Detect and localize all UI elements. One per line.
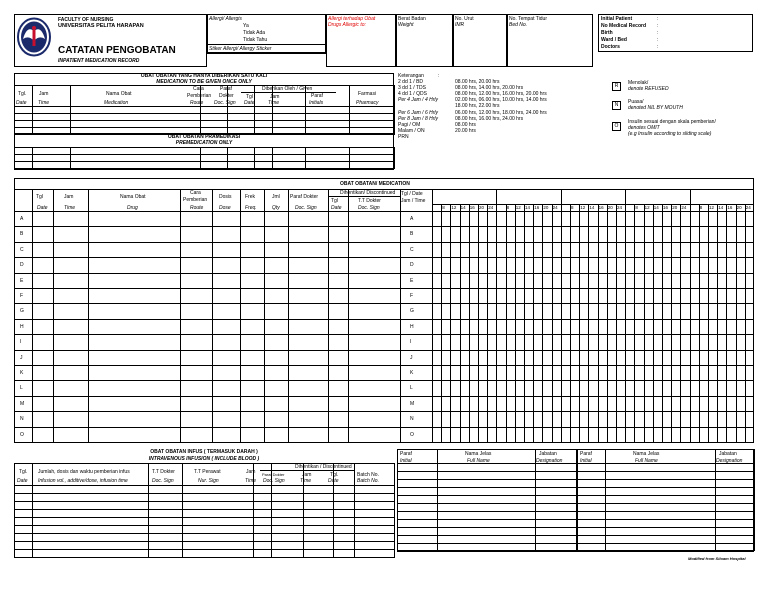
once-only-title-en: MEDICATION TO BE GIVEN ONCE ONLY — [156, 79, 252, 85]
med-row-letter: J — [20, 354, 23, 361]
hour-label: 20 — [479, 205, 485, 210]
once-jam2: Jam — [270, 94, 280, 100]
legend-times: 20.00 hrs — [455, 127, 476, 134]
sig-header-jabatan: Jabatan — [539, 451, 557, 457]
legend-o-box: O — [612, 122, 621, 131]
doctors-colon: : — [657, 44, 659, 50]
meds-header-doc-sign: Doc. Sign — [295, 205, 317, 211]
sig-header-designation: Designation — [716, 458, 743, 464]
meds-header-cara: Cara — [190, 190, 201, 196]
sig-header-nama-jelas: Nama Jelas — [633, 451, 660, 457]
med-row-letter: F — [20, 293, 24, 299]
meds-header-frek: Frek — [245, 194, 255, 200]
legend-times: 18.00 hrs, 22.00 hrs — [455, 103, 500, 110]
hour-label: 8 — [506, 205, 510, 210]
meds-jam-time: Jam / Time — [401, 198, 426, 204]
sig-header-full-name: Full Name — [467, 458, 490, 464]
hour-label: 14 — [653, 205, 659, 210]
meds-header-dosis: Dosis — [219, 194, 232, 200]
sig-header-initial: Initial — [580, 458, 592, 464]
infus-tgl: Tgl. — [19, 469, 28, 475]
once-time2: Time — [268, 100, 280, 106]
meds-header-time: Time — [64, 205, 76, 211]
infus-jam2: Jam — [302, 472, 312, 478]
hour-label: 12 — [644, 205, 650, 210]
once-dokter: Dokter — [219, 93, 234, 99]
med-row-letter-right: J — [410, 354, 413, 361]
birth-label: Birth — [601, 30, 613, 36]
meds-header-qty: Qty — [272, 205, 280, 211]
infus-doc-sign2: Doc. Sign — [263, 478, 285, 484]
meds-header-drug: Drug — [127, 205, 138, 211]
order-no-label: No. Urut — [455, 16, 474, 22]
hour-label: 20 — [672, 205, 678, 210]
med-row-letter: O — [20, 431, 24, 438]
meds-header-tt-dokter: T.T Dokter — [358, 198, 381, 204]
meds-header-pemberian: Pemberian — [183, 197, 208, 203]
hour-label: 14 — [589, 205, 595, 210]
legend-code: Per 4 Jam / 4 Hrly — [398, 97, 439, 104]
once-farmasi: Farmasi — [358, 91, 377, 97]
infus-tt-dokter: T.T Dokter — [152, 469, 175, 475]
infus-date2: Date — [328, 478, 339, 484]
university-logo-icon — [17, 17, 51, 57]
hour-label: 12 — [515, 205, 521, 210]
med-row-letter: C — [20, 246, 24, 253]
legend-times: 08.00 hrs, 20.00 hrs — [455, 79, 500, 85]
legend-times: 08.00 hrs — [455, 121, 476, 128]
once-tgl2: Tgl — [246, 94, 253, 100]
infus-time2: Time — [300, 478, 312, 484]
initial-patient-colon: : — [657, 16, 659, 22]
sig-header-initial: Initial — [400, 458, 412, 464]
infus-title-en: INTRAVENOUS INFUSION ( INCLUDE BLOOD ) — [148, 456, 260, 462]
med-row-letter-right: H — [410, 323, 414, 330]
university-name: UNIVERSITAS PELITA HARAPAN — [58, 23, 144, 29]
legend-times: 08.00 hrs, 14.00 hrs, 20.00 hrs — [455, 85, 524, 92]
legend-code: Pagi / OM — [398, 121, 421, 128]
meds-title: OBAT OBATAN/ MEDICATION — [340, 181, 410, 187]
hour-label: 8 — [571, 205, 574, 210]
legend-code: 2 dd 1 / BD — [398, 79, 424, 85]
once-tgl: Tgl. — [18, 91, 27, 97]
meds-header-dose: Dose — [219, 205, 231, 211]
med-row-letter: G — [20, 308, 24, 315]
imr-label: IMR — [455, 22, 465, 28]
med-row-letter-right: D — [410, 262, 414, 269]
premed-title-en: PREMEDICATION ONLY — [175, 140, 233, 146]
once-date: Date — [16, 100, 27, 106]
hour-label: 12 — [451, 205, 457, 210]
drug-allergy-label-id: Allergi terhadap Obat — [328, 16, 376, 22]
infus-title-id: OBAT OBATAN INFUS ( TERMASUK DARAH ) — [150, 449, 258, 455]
allergy-tidak-tahu: Tidak Tahu — [243, 37, 268, 43]
bed-no-label-en: Bed No. — [509, 22, 528, 28]
hour-label: 24 — [681, 205, 687, 210]
med-row-letter: H — [20, 323, 24, 330]
med-row-letter-right: O — [410, 431, 414, 438]
med-row-letter: L — [20, 385, 23, 392]
ward-bed-label: Ward / Bed — [601, 37, 627, 43]
infus-jumlah: Jumlah, dosis dan waktu pemberian infus — [38, 469, 130, 475]
once-route: Route — [190, 100, 204, 106]
form-title: CATATAN PENGOBATAN — [58, 45, 176, 56]
birth-colon: : — [657, 30, 659, 36]
sig-header-paraf: Paraf — [400, 451, 412, 457]
footer-note: Modified from Siloam Hospital — [688, 556, 746, 561]
med-row-letter: A — [20, 216, 24, 222]
sig-header-paraf: Paraf — [580, 451, 592, 457]
legend-o-id: Insulin sesuai dengan skala pemberian/ — [628, 119, 716, 125]
hour-label: 24 — [745, 205, 751, 210]
initial-patient-label: Initial Patient — [601, 16, 633, 22]
infus-tgl2: Tgl. — [330, 472, 339, 478]
hour-label: 14 — [718, 205, 724, 210]
meds-header-jml: Jml — [272, 194, 280, 200]
legend-times: 06.00 hrs, 12.00 hrs, 18.00 hrs, 24.00 hrs — [455, 109, 547, 116]
infus-tt-perawat: T.T Perawat — [194, 469, 221, 475]
infus-batch-en: Batch No. — [357, 478, 379, 484]
medical-record-colon: : — [657, 23, 659, 29]
legend-code: 3 dd 1 / TDS — [398, 85, 426, 92]
infus-jumlah-en: Infusion vol., additive/dose, infusion time — [38, 478, 128, 484]
hour-label: 24 — [552, 205, 558, 210]
med-row-letter-right: I — [410, 339, 412, 346]
hour-label: 12 — [709, 205, 715, 210]
drug-allergy-label-en: Drugs Allergic to: — [328, 22, 366, 28]
hour-label: 24 — [617, 205, 623, 210]
hour-label: 8 — [442, 205, 445, 210]
med-row-letter-right: F — [410, 293, 414, 299]
legend-times: 08.00 hrs, 12.00 hrs, 16.00 hrs, 20.00 hrs — [455, 91, 547, 98]
infus-batch: Batch No. — [357, 472, 379, 478]
faculty-name: FACULTY OF NURSING — [58, 17, 114, 23]
ward-bed-colon: : — [657, 37, 659, 43]
meds-header-paraf-dokter: Paraf Dokter — [290, 194, 319, 200]
once-pemberian: Pemberian — [187, 93, 212, 99]
premed-title-id: OBAT OBATAN PRAMEDIKASI — [167, 134, 241, 140]
legend-n-box: N — [612, 101, 621, 110]
med-row-letter-right: N — [410, 416, 414, 423]
legend-times: 02.00 hrs, 06.00 hrs, 10.00 hrs, 14.00 hrs — [455, 97, 547, 104]
med-row-letter-right: B — [410, 231, 414, 238]
med-row-letter-right: L — [410, 385, 413, 392]
med-row-letter: N — [20, 416, 24, 423]
meds-header-dihentikan: Dihentikan/ Discontinued — [340, 190, 396, 196]
hour-label: 16 — [727, 205, 733, 210]
legend-o-en1: denotes OMIT — [628, 125, 660, 131]
premed-table — [14, 147, 395, 169]
once-paraf2: Paraf — [311, 93, 323, 99]
meds-header-doc-sign2: Doc. Sign — [358, 205, 380, 211]
infus-time: Time — [245, 478, 257, 484]
hour-label: 16 — [598, 205, 604, 210]
sig-header-designation: Designation — [536, 458, 563, 464]
meds-header-date2: Date — [331, 205, 342, 211]
hour-label: 8 — [635, 205, 638, 210]
hour-label: 20 — [543, 205, 549, 210]
weight-label-en: Weight — [398, 22, 414, 28]
allergy-ya: Ya — [243, 23, 249, 29]
legend-code: 4 dd 1 / QDS — [398, 91, 427, 98]
sig-header-full-name: Full Name — [635, 458, 658, 464]
legend-code: Per 6 Jam / 6 Hrly — [398, 109, 439, 116]
once-initials: Initials — [309, 100, 324, 106]
infus-nur-sign: Nur. Sign — [198, 478, 219, 484]
infus-jam: Jam — [246, 469, 256, 475]
meds-tgl-date: Tgl / Date — [401, 191, 423, 197]
legend-code: PRN — [398, 133, 409, 140]
bed-no-label-id: No. Tempat Tidur — [509, 16, 547, 22]
med-row-letter-right: M — [410, 400, 415, 407]
legend-keterangan: Keterangan — [398, 73, 424, 79]
once-only-title-id: OBAT OBATAN YANG HANYA DIBERIKAN SATU KALI — [140, 73, 268, 79]
once-cara: Cara — [193, 86, 204, 92]
med-row-letter-right: K — [410, 370, 414, 376]
legend-r-id: Menolak/ — [628, 80, 649, 86]
once-doc-sign: Doc. Sign — [214, 100, 236, 106]
med-row-letter: K — [20, 370, 24, 376]
med-row-letter-right: E — [410, 277, 414, 284]
meds-header-route: Route — [190, 205, 204, 211]
hour-label: 14 — [460, 205, 466, 210]
med-row-letter-right: A — [410, 216, 414, 222]
med-row-letter: E — [20, 277, 24, 284]
legend-colon: : — [438, 73, 440, 79]
doctors-label: Doctors — [601, 44, 620, 50]
infus-doc-sign: Doc. Sign — [152, 478, 174, 484]
legend-r-en: denote REFUSED — [628, 86, 669, 92]
med-row-letter: B — [20, 231, 24, 238]
infus-date: Date — [17, 478, 28, 484]
hour-label: 16 — [469, 205, 475, 210]
sig-header-nama-jelas: Nama Jelas — [465, 451, 492, 457]
meds-header-nama-obat: Nama Obat — [120, 194, 146, 200]
legend-n-en: denoted NIL BY MOUTH — [628, 105, 683, 111]
legend-code: Per 8 Jam / 8 Hrly — [398, 115, 439, 122]
form-subtitle: INPATIENT MEDICATION RECORD — [58, 58, 140, 64]
meds-header-jam: Jam — [64, 194, 74, 200]
once-date2: Date — [244, 100, 255, 106]
med-row-letter-right: C — [410, 246, 414, 253]
hour-label: 8 — [699, 205, 703, 210]
med-row-letter: I — [20, 339, 22, 346]
sig-header-jabatan: Jabatan — [719, 451, 737, 457]
allergy-label: Allergi/ Allergis — [209, 16, 242, 22]
legend-r-box: R — [612, 82, 621, 91]
once-paraf: Paraf — [220, 86, 232, 92]
once-medication: Medication — [104, 100, 129, 106]
hour-label: 20 — [736, 205, 742, 210]
once-jam: Jam — [39, 91, 49, 97]
infus-discontinued: Dihentikan / Discontinued — [295, 464, 352, 470]
hour-label: 20 — [607, 205, 613, 210]
hour-label: 14 — [525, 205, 531, 210]
once-time: Time — [38, 100, 50, 106]
legend-n-id: Puasa/ — [628, 99, 644, 105]
once-pharmacy: Pharmacy — [356, 100, 379, 106]
med-row-letter: D — [20, 262, 24, 269]
hour-label: 12 — [580, 205, 586, 210]
legend-o-en2: (e.g Insulin according to sliding scale) — [628, 131, 712, 137]
meds-header-tgl: Tgl — [36, 194, 43, 200]
once-given-by: Diberikan Oleh / Given — [262, 86, 313, 92]
meds-header-date: Date — [37, 205, 48, 211]
med-row-letter: M — [20, 400, 25, 407]
legend-times: 08.00 hrs, 16.00 hrs, 24.00 hrs — [455, 115, 524, 122]
legend-code: Malam / ON — [398, 127, 425, 134]
allergy-sticker-label: Stiker Allergi/ Allergy Sticker — [209, 46, 272, 52]
allergy-tidak-ada: Tidak Ada — [243, 30, 266, 36]
medical-record-label: No Medical Record — [601, 23, 647, 29]
once-nama-obat: Nama Obat — [106, 91, 132, 97]
weight-label-id: Berat Badan — [398, 16, 426, 22]
hour-label: 16 — [534, 205, 540, 210]
meds-header-freq: Freq. — [245, 205, 257, 211]
hour-label: 16 — [663, 205, 669, 210]
meds-header-tgl2: Tgl — [331, 198, 338, 204]
med-row-letter-right: G — [410, 308, 414, 315]
infus-paraf-dokter: Paraf Dokter — [262, 472, 285, 477]
hour-label: 24 — [488, 205, 494, 210]
